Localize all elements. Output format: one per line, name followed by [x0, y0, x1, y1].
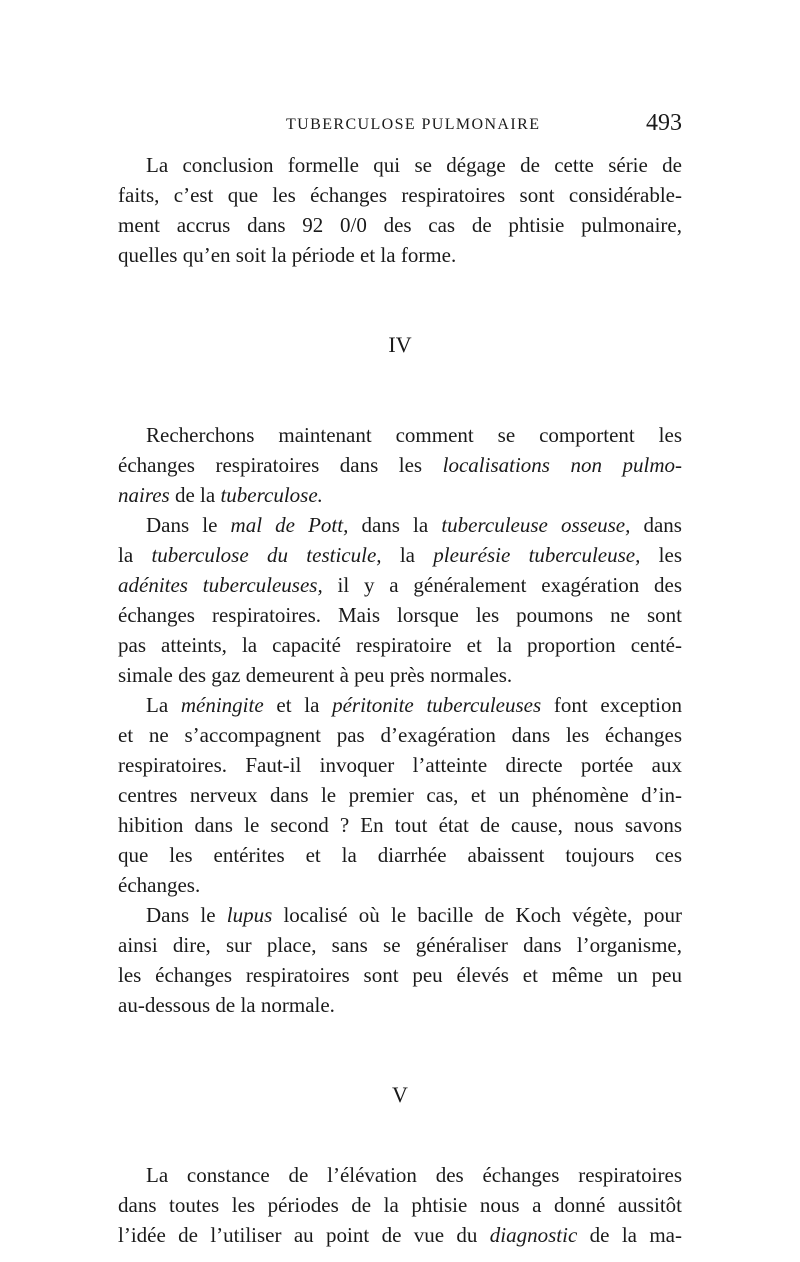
para3-line2-italic-1: tuberculose du testicule, — [151, 543, 382, 567]
para4-line1-mid: et la — [263, 693, 333, 717]
para1-line4: quelles qu’en soit la période et la forme. — [118, 243, 457, 267]
para5-line1-pre: Dans le — [146, 903, 227, 927]
para4-line5: hibition dans le second ? En tout état de cause, nous savons — [118, 813, 682, 837]
para3-line5: pas atteints, la capacité respiratoire et la proportion centé- — [118, 633, 682, 657]
para3-line6: simale des gaz demeurent à peu près normales. — [118, 663, 513, 687]
para2-line3 — [118, 480, 682, 510]
para2-line2-italic: localisations non pulmo- — [442, 453, 682, 477]
para5-line4: au-dessous de la normale. — [118, 993, 335, 1017]
para3-line1 — [118, 510, 682, 540]
para6-line1: La constance de l’élévation des échanges respiratoires — [146, 1163, 682, 1187]
para2-line2-pre: échanges respiratoires dans les — [118, 453, 443, 477]
para3-line3-post: il y a généralement exagération des — [322, 573, 682, 597]
para3-line1-pre: Dans le — [146, 513, 231, 537]
para4-line1-italic-2: péritonite tuberculeuses — [332, 693, 542, 717]
running-header — [118, 104, 682, 144]
para2-line2 — [118, 450, 682, 480]
para3-line2-italic-2: pleurésie tuberculeuse, — [433, 543, 641, 567]
para1-line1: La conclusion formelle qui se dégage de cette série de — [146, 153, 682, 177]
para4-line1 — [118, 690, 682, 720]
para6-line3-italic: diagnostic — [489, 1223, 578, 1247]
para5-line3: les échanges respiratoires sont peu élevés et même un peu — [118, 963, 682, 987]
para3-line1-italic-2: tuberculeuse osseuse, — [441, 513, 631, 537]
para2-line1: Recherchons maintenant comment se comportent les — [146, 423, 682, 447]
section-heading-v: V — [392, 1082, 408, 1107]
para4-line4: centres nerveux dans le premier cas, et un phénomène d’in- — [118, 783, 682, 807]
para4-line6: que les entérites et la diarrhée abaissent toujours ces — [118, 843, 682, 867]
para6-line3 — [118, 1220, 682, 1250]
para3-line1-post: dans — [630, 513, 682, 537]
para2-line3-italic-2: tuberculose. — [220, 483, 323, 507]
para4-line1-pre: La — [146, 693, 181, 717]
para4-line3: respiratoires. Faut-il invoquer l’atteinte directe portée aux — [118, 753, 682, 777]
para6-line3-pre: l’idée de l’utiliser au point de vue du — [118, 1223, 490, 1247]
para4-line1-italic-1: méningite — [180, 693, 264, 717]
para4-line2: et ne s’accompagnent pas d’exagération dans les échanges — [118, 723, 682, 747]
para6-line2: dans toutes les périodes de la phtisie nous a donné aussitôt — [118, 1193, 682, 1217]
para3-line2-post: les — [640, 543, 682, 567]
body-text — [118, 150, 682, 1250]
para1-line2: faits, c’est que les échanges respiratoires sont considérable- — [118, 183, 682, 207]
running-title: TUBERCULOSE PULMONAIRE — [286, 116, 541, 133]
section-heading-iv: IV — [388, 332, 412, 357]
para3-line4: échanges respiratoires. Mais lorsque les poumons ne sont — [118, 603, 682, 627]
para3-line3 — [118, 570, 682, 600]
para3-line1-mid: dans la — [348, 513, 442, 537]
para3-line2 — [118, 540, 682, 570]
para5-line1-post: localisé où le bacille de Koch végète, pour — [272, 903, 682, 927]
para3-line1-italic-1: mal de Pott, — [230, 513, 349, 537]
para6-line3-post: de la ma- — [577, 1223, 682, 1247]
para5-line1 — [118, 900, 682, 930]
page-number: 493 — [646, 110, 682, 136]
para3-line2-mid: la — [381, 543, 434, 567]
para5-line2: ainsi dire, sur place, sans se généraliser dans l’organisme, — [118, 933, 682, 957]
para4-line7: échanges. — [118, 873, 201, 897]
para3-line3-italic: adénites tuberculeuses, — [118, 573, 323, 597]
para3-line2-pre: la — [118, 543, 152, 567]
para4-line1-post: font exception — [541, 693, 683, 717]
para1-line3: ment accrus dans 92 0/0 des cas de phtisie pulmonaire, — [118, 213, 682, 237]
para2-line3-mid: de la — [169, 483, 221, 507]
para5-line1-italic: lupus — [226, 903, 273, 927]
para2-line3-italic-1: naires — [118, 483, 170, 507]
